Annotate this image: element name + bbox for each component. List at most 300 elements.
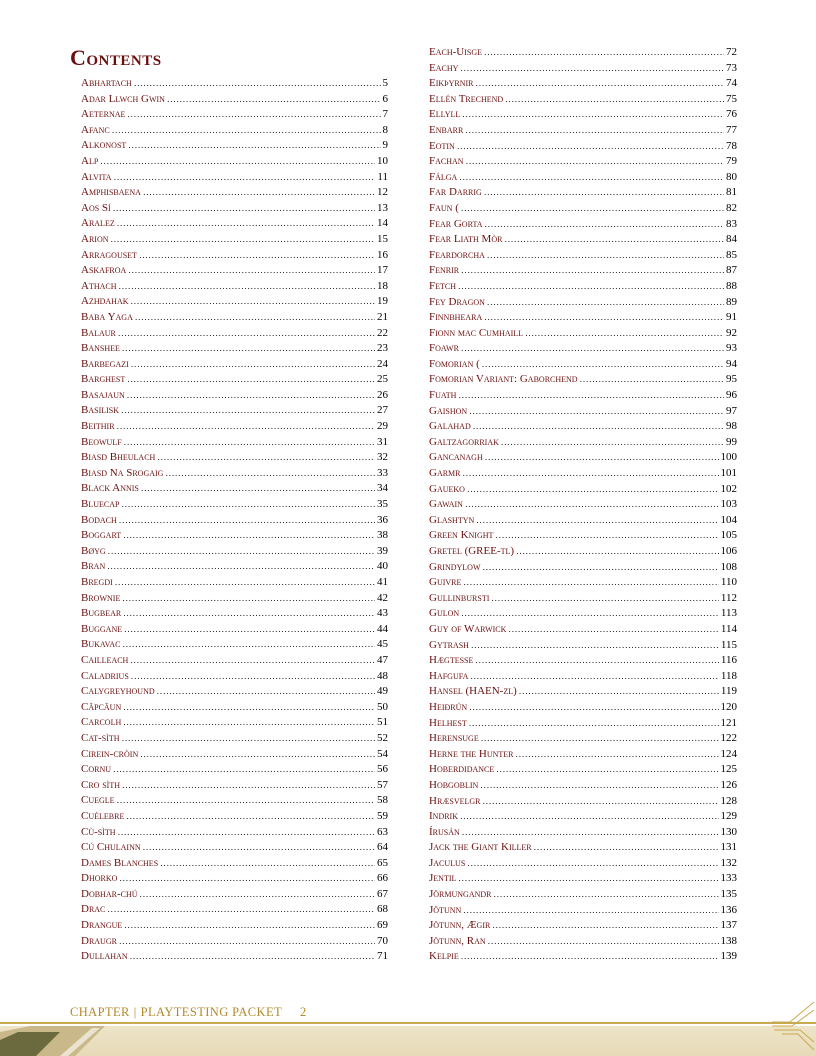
toc-leader-dots	[119, 871, 375, 887]
toc-entry[interactable]	[81, 294, 388, 310]
toc-entry[interactable]	[81, 123, 388, 139]
toc-entry[interactable]	[81, 715, 388, 731]
toc-entry[interactable]	[429, 762, 737, 778]
toc-leader-dots	[107, 559, 375, 575]
toc-entry-name: Bøyg	[81, 544, 106, 557]
toc-entry[interactable]	[81, 731, 388, 747]
toc-entry-name: Jaculus	[429, 856, 466, 869]
toc-entry[interactable]	[429, 45, 737, 61]
toc-entry-page: 130	[720, 825, 737, 838]
toc-entry[interactable]	[429, 856, 737, 872]
toc-entry[interactable]	[429, 263, 737, 279]
toc-entry[interactable]	[81, 419, 388, 435]
toc-entry-name: Buggane	[81, 622, 123, 635]
toc-entry[interactable]	[429, 372, 737, 388]
toc-entry-name: Aralez	[81, 217, 115, 230]
toc-leader-dots	[131, 357, 375, 373]
toc-leader-dots	[117, 216, 375, 232]
toc-entry-page: 68	[377, 903, 388, 916]
toc-entry[interactable]	[429, 747, 737, 763]
toc-entry[interactable]	[81, 559, 388, 575]
toc-entry[interactable]	[429, 809, 737, 825]
toc-leader-dots	[127, 107, 380, 123]
toc-entry[interactable]	[429, 528, 737, 544]
toc-entry-page: 39	[377, 544, 388, 557]
toc-entry[interactable]	[429, 154, 737, 170]
toc-entry[interactable]	[81, 201, 388, 217]
toc-leader-dots	[470, 669, 719, 685]
toc-entry[interactable]	[81, 513, 388, 529]
toc-entry[interactable]	[81, 138, 388, 154]
toc-entry-name: Banshee	[81, 342, 120, 355]
toc-leader-dots	[484, 185, 724, 201]
toc-entry-name: Eikþyrnir	[429, 77, 474, 90]
toc-entry-page: 66	[377, 872, 388, 885]
toc-leader-dots	[495, 528, 718, 544]
toc-entry[interactable]	[81, 653, 388, 669]
toc-entry[interactable]	[81, 435, 388, 451]
toc-leader-dots	[487, 295, 724, 311]
toc-entry[interactable]	[81, 591, 388, 607]
toc-entry-page: 22	[377, 326, 388, 339]
toc-entry-page: 96	[726, 389, 737, 402]
toc-entry[interactable]	[429, 669, 737, 685]
toc-leader-dots	[463, 903, 718, 919]
toc-entry-page: 79	[726, 155, 737, 168]
toc-leader-dots	[485, 450, 719, 466]
toc-entry-name: Bodach	[81, 513, 117, 526]
toc-entry-name: Guivre	[429, 576, 462, 589]
toc-entry-name: Grindylow	[429, 560, 481, 573]
toc-entry-name: Abhartach	[81, 77, 132, 89]
toc-entry[interactable]	[429, 232, 737, 248]
footer-separator: |	[133, 1005, 137, 1019]
toc-entry-name: Glashtyn	[429, 513, 475, 526]
toc-entry-page: 33	[377, 466, 388, 479]
toc-entry[interactable]	[429, 622, 737, 638]
toc-entry-name: Drac	[81, 903, 106, 916]
toc-entry[interactable]	[81, 918, 388, 934]
toc-entry-page: 63	[377, 825, 388, 838]
toc-leader-dots	[124, 435, 375, 451]
toc-entry-name: Helhest	[429, 716, 467, 729]
toc-entry-name: Hægtesse	[429, 654, 474, 667]
toc-entry-name: Fálga	[429, 170, 458, 183]
toc-entry[interactable]	[81, 232, 388, 248]
toc-entry[interactable]	[429, 591, 737, 607]
toc-entry[interactable]	[429, 61, 737, 77]
toc-entry-name: Bluecap	[81, 498, 120, 511]
toc-entry[interactable]	[81, 497, 388, 513]
toc-entry[interactable]	[81, 450, 388, 466]
toc-entry[interactable]	[429, 466, 737, 482]
toc-entry-page: 27	[377, 404, 388, 417]
toc-entry-name: Herne the Hunter	[429, 747, 514, 760]
toc-entry[interactable]	[81, 669, 388, 685]
toc-entry-page: 43	[377, 607, 388, 620]
toc-entry-name: Bukavac	[81, 638, 121, 651]
toc-leader-dots	[118, 825, 375, 841]
toc-entry[interactable]	[429, 840, 737, 856]
toc-entry[interactable]	[81, 778, 388, 794]
toc-entry-name: Hobgoblin	[429, 778, 479, 791]
toc-entry[interactable]	[81, 840, 388, 856]
toc-entry-name: Far Darrig	[429, 186, 482, 199]
toc-entry[interactable]	[429, 606, 737, 622]
toc-entry[interactable]	[429, 76, 737, 92]
toc-leader-dots	[139, 248, 375, 264]
toc-leader-dots	[143, 185, 375, 201]
toc-entry[interactable]	[81, 466, 388, 482]
toc-entry[interactable]	[429, 482, 737, 498]
toc-entry-name: Barghest	[81, 373, 126, 386]
toc-entry-page: 76	[726, 108, 737, 121]
toc-entry-page: 25	[377, 373, 388, 386]
toc-entry-name: Cuegle	[81, 794, 115, 807]
toc-entry-page: 139	[720, 950, 737, 963]
toc-entry-name: Adar Llwch Gwin	[81, 92, 165, 105]
toc-leader-dots	[121, 403, 375, 419]
toc-entry-page: 108	[720, 560, 737, 573]
toc-entry[interactable]	[429, 450, 737, 466]
toc-entry[interactable]	[81, 107, 388, 123]
toc-entry[interactable]	[429, 871, 737, 887]
toc-entry[interactable]	[429, 404, 737, 420]
toc-entry-name: Cailleach	[81, 653, 129, 666]
toc-entry-page: 84	[726, 233, 737, 246]
toc-entry-page: 122	[720, 732, 737, 745]
toc-entry[interactable]	[81, 170, 388, 186]
toc-entry-name: Ellyll	[429, 108, 461, 121]
toc-entry[interactable]	[81, 949, 388, 965]
toc-entry-name: Dobhar-chú	[81, 887, 138, 900]
toc-leader-dots	[462, 825, 719, 841]
toc-entry-page: 18	[377, 279, 388, 292]
toc-entry-name: Arion	[81, 232, 109, 245]
toc-entry-name: Gullinbursti	[429, 591, 490, 604]
toc-entry-page: 9	[382, 139, 388, 152]
toc-entry-name: Athach	[81, 279, 117, 292]
toc-entry-page: 128	[720, 794, 737, 807]
toc-entry[interactable]	[81, 871, 388, 887]
toc-entry[interactable]	[429, 653, 737, 669]
toc-entry-name: Beowulf	[81, 435, 122, 448]
toc-entry[interactable]	[81, 326, 388, 342]
toc-entry-page: 120	[720, 700, 737, 713]
toc-entry-name: Biasd Bheulach	[81, 451, 156, 464]
toc-entry[interactable]	[81, 263, 388, 279]
toc-entry-name: Gaishon	[429, 404, 468, 417]
toc-entry-name: Calygreyhound	[81, 685, 155, 698]
toc-entry[interactable]	[81, 934, 388, 950]
toc-entry[interactable]	[429, 139, 737, 155]
toc-leader-dots	[461, 949, 719, 965]
toc-entry[interactable]	[429, 341, 737, 357]
toc-leader-dots	[127, 372, 375, 388]
toc-leader-dots	[160, 856, 375, 872]
toc-entry[interactable]	[81, 216, 388, 232]
toc-entry[interactable]	[81, 793, 388, 809]
toc-entry-page: 15	[377, 232, 388, 245]
toc-entry-name: Bran	[81, 560, 106, 573]
toc-leader-dots	[113, 762, 375, 778]
toc-entry-name: Kelpie	[429, 950, 459, 963]
toc-entry-page: 82	[726, 201, 737, 214]
toc-entry[interactable]	[81, 762, 388, 778]
toc-entry-page: 11	[377, 170, 388, 183]
toc-entry[interactable]	[81, 809, 388, 825]
toc-entry-page: 106	[720, 545, 737, 557]
toc-leader-dots	[461, 606, 719, 622]
toc-entry[interactable]	[429, 934, 737, 950]
toc-leader-dots	[100, 154, 375, 170]
toc-entry-page: 99	[726, 435, 737, 448]
toc-entry[interactable]	[81, 310, 388, 326]
toc-entry-page: 59	[377, 809, 388, 822]
toc-entry[interactable]	[81, 747, 388, 763]
toc-entry[interactable]	[429, 700, 737, 716]
toc-entry-page: 41	[377, 576, 388, 588]
toc-entry[interactable]	[429, 544, 737, 560]
toc-entry[interactable]	[429, 185, 737, 201]
toc-leader-dots	[458, 279, 724, 295]
toc-entry-page: 135	[720, 888, 737, 901]
toc-entry[interactable]	[81, 684, 388, 700]
toc-entry-page: 92	[726, 326, 737, 339]
toc-entry-name: Carcolh	[81, 716, 122, 729]
toc-leader-dots	[157, 450, 375, 466]
toc-entry-page: 42	[377, 591, 388, 604]
toc-entry-name: Galahad	[429, 420, 471, 433]
toc-entry[interactable]	[429, 513, 737, 529]
toc-leader-dots	[458, 871, 718, 887]
toc-leader-dots	[135, 310, 375, 326]
toc-entry-name: Feardorcha	[429, 248, 485, 261]
toc-entry-page: 65	[377, 856, 388, 869]
toc-leader-dots	[483, 794, 719, 810]
toc-entry-name: Fachan	[429, 155, 464, 168]
toc-entry[interactable]	[429, 731, 737, 747]
toc-leader-dots	[122, 778, 375, 794]
toc-entry[interactable]	[81, 637, 388, 653]
toc-entry[interactable]	[81, 825, 388, 841]
toc-entry-page: 36	[377, 513, 388, 526]
toc-entry-page: 88	[726, 279, 737, 292]
toc-entry-name: Fionn mac Cumhaill	[429, 326, 524, 339]
toc-entry[interactable]	[81, 606, 388, 622]
toc-entry[interactable]	[81, 372, 388, 388]
toc-column-right	[429, 45, 737, 965]
toc-entry-page: 136	[720, 903, 737, 916]
toc-leader-dots	[128, 263, 375, 279]
toc-entry[interactable]	[81, 403, 388, 419]
toc-entry-page: 104	[720, 513, 737, 526]
toc-entry[interactable]	[81, 341, 388, 357]
toc-leader-dots	[461, 263, 724, 279]
toc-leader-dots	[457, 139, 724, 155]
toc-leader-dots	[108, 544, 375, 560]
toc-entry-name: Biasd Na Srogaig	[81, 466, 164, 479]
toc-leader-dots	[463, 575, 719, 591]
toc-entry-page: 137	[720, 919, 737, 932]
toc-leader-dots	[134, 76, 381, 92]
toc-entry[interactable]	[429, 92, 737, 108]
toc-entry-page: 75	[726, 92, 737, 105]
toc-entry-page: 23	[377, 342, 388, 355]
toc-entry[interactable]	[429, 794, 737, 810]
toc-leader-dots	[516, 747, 719, 763]
toc-entry[interactable]	[81, 185, 388, 201]
toc-entry-name: Arragouset	[81, 248, 137, 261]
toc-leader-dots	[481, 731, 719, 747]
toc-entry-page: 103	[720, 498, 737, 511]
page-footer	[70, 1005, 307, 1020]
toc-entry-name: Alp	[81, 154, 99, 167]
toc-entry[interactable]	[429, 248, 737, 264]
toc-entry[interactable]	[429, 123, 737, 139]
toc-entry[interactable]	[429, 419, 737, 435]
toc-entry-page: 98	[726, 420, 737, 433]
toc-entry-page: 48	[377, 669, 388, 682]
toc-entry[interactable]	[81, 856, 388, 872]
toc-entry[interactable]	[429, 918, 737, 934]
toc-entry-name: Drangue	[81, 919, 123, 932]
toc-leader-dots	[123, 528, 375, 544]
toc-entry[interactable]	[81, 528, 388, 544]
toc-entry-name: Indrik	[429, 810, 458, 823]
footer-chapter: CHAPTER	[70, 1005, 130, 1019]
toc-leader-dots	[508, 622, 718, 638]
toc-entry-page: 34	[377, 482, 388, 495]
toc-entry-name: Hræsvelgr	[429, 794, 481, 807]
toc-leader-dots	[505, 92, 724, 108]
toc-leader-dots	[467, 482, 719, 498]
toc-entry[interactable]	[81, 887, 388, 903]
toc-entry[interactable]	[429, 170, 737, 186]
toc-entry[interactable]	[81, 388, 388, 404]
toc-entry-name: Fenrir	[429, 264, 460, 277]
toc-entry-page: 110	[720, 576, 737, 589]
toc-entry[interactable]	[429, 310, 737, 326]
toc-entry[interactable]	[429, 201, 737, 217]
toc-leader-dots	[484, 310, 724, 326]
toc-entry[interactable]	[429, 217, 737, 233]
toc-entry[interactable]	[81, 279, 388, 295]
toc-entry[interactable]	[429, 949, 737, 965]
toc-leader-dots	[458, 388, 724, 404]
toc-entry[interactable]	[429, 388, 737, 404]
toc-entry[interactable]	[429, 575, 737, 591]
toc-entry[interactable]	[81, 575, 388, 591]
toc-entry-page: 54	[377, 747, 388, 760]
toc-entry-name: Fear Gorta	[429, 217, 483, 230]
toc-entry[interactable]	[81, 544, 388, 560]
toc-entry[interactable]	[429, 825, 737, 841]
toc-entry-page: 83	[726, 217, 737, 230]
toc-entry-page: 49	[377, 685, 388, 698]
toc-leader-dots	[114, 170, 376, 186]
toc-entry[interactable]	[429, 560, 737, 576]
toc-entry[interactable]	[429, 638, 737, 654]
toc-leader-dots	[167, 92, 381, 108]
toc-entry[interactable]	[81, 154, 388, 170]
footer-section: PLAYTESTING PACKET	[140, 1005, 283, 1019]
toc-leader-dots	[491, 591, 719, 607]
toc-leader-dots	[519, 684, 719, 700]
toc-entry-page: 81	[726, 186, 737, 199]
toc-entry[interactable]	[81, 902, 388, 918]
toc-entry-name: Fey Dragon	[429, 295, 485, 308]
toc-entry[interactable]	[429, 295, 737, 311]
toc-entry-page: 5	[382, 77, 388, 89]
toc-entry[interactable]	[429, 684, 737, 700]
toc-entry[interactable]	[429, 326, 737, 342]
toc-entry-name: Balaur	[81, 326, 116, 339]
toc-entry[interactable]	[429, 887, 737, 903]
toc-entry-name: Herensuge	[429, 732, 479, 745]
toc-entry[interactable]	[81, 622, 388, 638]
toc-entry-name: Gulon	[429, 607, 460, 620]
toc-entry[interactable]	[429, 435, 737, 451]
toc-entry[interactable]	[429, 778, 737, 794]
toc-entry-name: Cù-sìth	[81, 825, 116, 838]
toc-entry-name: Jötunn	[429, 903, 462, 916]
toc-entry[interactable]	[429, 903, 737, 919]
toc-entry[interactable]	[429, 497, 737, 513]
toc-leader-dots	[516, 544, 718, 560]
toc-leader-dots	[494, 887, 719, 903]
toc-entry-name: Draugr	[81, 934, 117, 947]
toc-entry-page: 69	[377, 919, 388, 932]
toc-entry-name: Basilisk	[81, 404, 120, 417]
toc-leader-dots	[525, 326, 724, 342]
toc-entry[interactable]	[81, 76, 388, 92]
toc-entry-name: Beithir	[81, 420, 115, 433]
toc-entry-name: Boggart	[81, 529, 122, 542]
toc-entry-name: Eachy	[429, 61, 459, 74]
toc-entry-name: Dullahan	[81, 950, 128, 963]
toc-entry-name: Foawr	[429, 342, 459, 355]
toc-entry[interactable]	[81, 357, 388, 373]
toc-entry-page: 118	[720, 669, 737, 682]
toc-entry[interactable]	[429, 716, 737, 732]
toc-entry[interactable]	[429, 107, 737, 123]
toc-leader-dots	[131, 669, 375, 685]
toc-leader-dots	[487, 248, 724, 264]
toc-entry-page: 119	[720, 685, 737, 698]
toc-entry-page: 40	[377, 560, 388, 573]
toc-entry[interactable]	[429, 279, 737, 295]
toc-entry-page: 91	[726, 311, 737, 324]
toc-entry[interactable]	[429, 357, 737, 373]
toc-entry[interactable]	[81, 700, 388, 716]
toc-entry[interactable]	[81, 248, 388, 264]
toc-entry[interactable]	[81, 481, 388, 497]
toc-entry[interactable]	[81, 92, 388, 108]
toc-entry-page: 114	[720, 622, 737, 635]
toc-entry-name: Căpcăun	[81, 700, 122, 713]
toc-leader-dots	[123, 606, 375, 622]
toc-entry-page: 71	[377, 950, 388, 963]
toc-entry-name: Fear Liath Mòr	[429, 233, 503, 246]
toc-entry-page: 32	[377, 451, 388, 464]
toc-entry-page: 100	[720, 451, 737, 464]
toc-entry-name: Fetch	[429, 279, 457, 292]
toc-entry-name: Hansel (HAEN-zl)	[429, 685, 517, 698]
toc-entry-name: Dhorko	[81, 872, 118, 885]
toc-entry-page: 24	[377, 357, 388, 370]
toc-leader-dots	[465, 123, 724, 139]
